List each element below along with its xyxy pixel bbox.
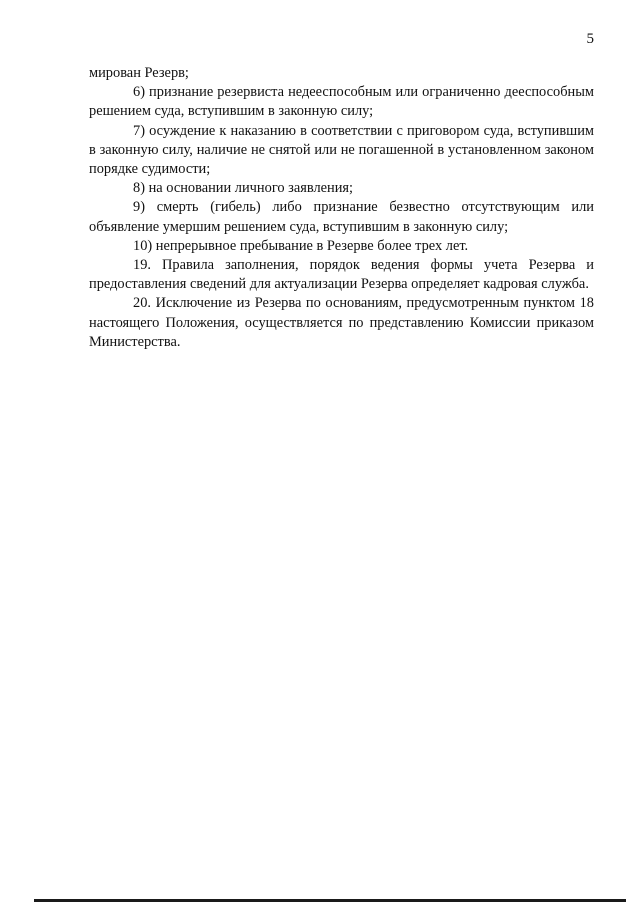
paragraph-continuation: мирован Резерв; bbox=[89, 65, 189, 81]
paragraph-item-7: 7) осуждение к наказанию в соответствии с приговором суда, вступившим в законную силу, наличие не снятой или не погашенной в установленном законом порядке судимости; bbox=[89, 122, 594, 178]
paragraph-item-10: 10) непрерывное пребывание в Резерве более трех лет. bbox=[133, 237, 469, 254]
paragraph-item-6: 6) признание резервиста недееспособным или ограниченно дееспособным решением суда, вступившим в законную силу; bbox=[89, 84, 594, 120]
document-body bbox=[89, 64, 594, 352]
page-number: 5 bbox=[586, 31, 594, 47]
paragraph-item-9: 9) смерть (гибель) либо признание безвестно отсутствующим или объявление умершим решением суда, вступившим в законную силу; bbox=[89, 199, 594, 235]
paragraph-clause-19: 19. Правила заполнения, порядок ведения формы учета Резерва и предоставления сведений для актуализации Резерва определяет кадровая служба. bbox=[89, 257, 594, 293]
scan-bottom-edge bbox=[34, 899, 626, 902]
paragraph-clause-20: 20. Исключение из Резерва по основаниям, предусмотренным пунктом 18 настоящего Положения, осуществляется по представлению Комиссии приказом Министерства. bbox=[89, 295, 594, 350]
paragraph-item-8: 8) на основании личного заявления; bbox=[133, 180, 354, 197]
